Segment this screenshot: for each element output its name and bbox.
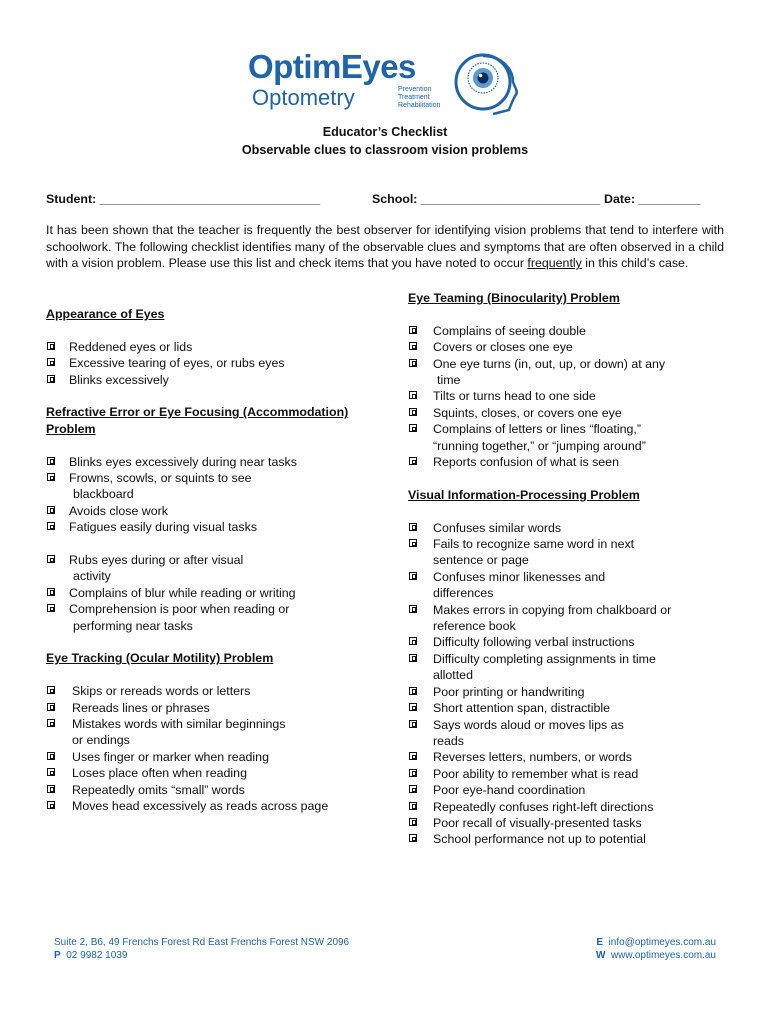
checkbox-icon[interactable] [47, 342, 55, 350]
checkbox-icon[interactable] [47, 457, 55, 465]
checklist-item[interactable]: Avoids close work [46, 503, 366, 519]
checklist-item[interactable]: Covers or closes one eye [408, 339, 728, 355]
checkbox-icon[interactable] [47, 703, 55, 711]
section-heading-teaming: Eye Teaming (Binocularity) Problem [408, 291, 620, 305]
checkbox-icon[interactable] [47, 686, 55, 694]
checklist-item[interactable]: Complains of blur while reading or writing [46, 585, 366, 601]
footer-contact-online [596, 936, 716, 962]
logo-subtitle: Optometry [252, 85, 355, 110]
checkbox-icon[interactable] [409, 605, 417, 613]
eye-head-icon [453, 48, 519, 118]
logo-tagline [398, 86, 440, 110]
checklist-item[interactable]: Makes errors in copying from chalkboard or reference book [408, 602, 728, 635]
checkbox-icon[interactable] [409, 408, 417, 416]
checklist-item[interactable]: Skips or rereads words or letters [46, 683, 366, 699]
intro-paragraph [46, 222, 724, 272]
checkbox-icon[interactable] [47, 522, 55, 530]
brand-logo [248, 46, 523, 118]
intro-end: in this child’s case. [581, 256, 689, 271]
intro-emphasis: frequently [527, 256, 582, 271]
checkbox-icon[interactable] [409, 834, 417, 842]
checkbox-icon[interactable] [47, 358, 55, 366]
checklist-item[interactable]: Fatigues easily during visual tasks [46, 519, 366, 535]
checkbox-icon[interactable] [409, 703, 417, 711]
checklist-item[interactable]: Mistakes words with similar beginnings or endings [46, 716, 366, 749]
website-link[interactable]: www.optimeyes.com.au [610, 950, 716, 961]
checkbox-icon[interactable] [47, 506, 55, 514]
checkbox-icon[interactable] [47, 768, 55, 776]
checkbox-icon[interactable] [409, 802, 417, 810]
checkbox-icon[interactable] [409, 654, 417, 662]
checklist-item[interactable]: Rereads lines or phrases [46, 700, 366, 716]
checklist-item[interactable]: Confuses similar words [408, 520, 728, 536]
right-column [408, 290, 728, 848]
email-link[interactable]: info@optimeyes.com.au [608, 937, 716, 948]
checklist-item[interactable]: Moves head excessively as reads across page [46, 798, 366, 814]
intro-text: It has been shown that the teacher is frequently the best observer for identifying vision problems that tend to interfere with schoolwork. The following checklist identifies many of the observable clues and symptoms that are often observed in a child with a vision problem. Please use this list and check items that you have noted to occur [46, 223, 724, 271]
checklist-item[interactable]: Loses place often when reading [46, 765, 366, 781]
section-heading-refractive: Refractive Error or Eye Focusing (Accommodation) Problem [46, 405, 349, 436]
date-field[interactable]: Date: _________ [604, 192, 701, 206]
student-field[interactable]: Student: ________________________________ [46, 192, 321, 206]
checkbox-icon[interactable] [409, 818, 417, 826]
checkbox-icon[interactable] [47, 375, 55, 383]
checkbox-icon[interactable] [409, 342, 417, 350]
logo-tagline-1: Prevention [398, 86, 432, 93]
school-field[interactable]: School: __________________________ [372, 192, 601, 206]
checklist-item[interactable]: Frowns, scowls, or squints to see blackboard [46, 470, 366, 503]
checklist-item[interactable]: Uses finger or marker when reading [46, 749, 366, 765]
checklist-item[interactable]: Poor recall of visually-presented tasks [408, 815, 728, 831]
footer-address: Suite 2, B6, 49 Frenchs Forest Rd East Frenchs Forest NSW 2096 [54, 937, 350, 948]
checklist-item[interactable]: Blinks excessively [46, 372, 366, 388]
checkbox-icon[interactable] [47, 604, 55, 612]
checkbox-icon[interactable] [409, 457, 417, 465]
checklist-item[interactable]: Short attention span, distractible [408, 700, 728, 716]
checklist-item[interactable]: Rubs eyes during or after visual activity [46, 552, 366, 585]
logo-brand-text: OptimEyes [248, 48, 416, 85]
checkbox-icon[interactable] [409, 391, 417, 399]
checklist-item[interactable]: Fails to recognize same word in next sentence or page [408, 536, 728, 569]
page-subtitle: Observable clues to classroom vision problems [241, 143, 529, 157]
checkbox-icon[interactable] [47, 588, 55, 596]
checkbox-icon[interactable] [409, 424, 417, 432]
section-heading-tracking: Eye Tracking (Ocular Motility) Problem [46, 651, 274, 666]
checklist-item[interactable]: Squints, closes, or covers one eye [408, 405, 728, 421]
footer-contact-address [54, 936, 349, 962]
checkbox-icon[interactable] [409, 687, 417, 695]
page-title: Educator’s Checklist [322, 125, 448, 139]
checkbox-icon[interactable] [409, 752, 417, 760]
footer-email: E info@optimeyes.com.au [596, 937, 716, 948]
checklist-item[interactable]: One eye turns (in, out, up, or down) at any time [408, 356, 728, 389]
section-heading-appearance: Appearance of Eyes [46, 307, 165, 321]
checklist-item[interactable]: Blinks eyes excessively during near tasks [46, 454, 366, 470]
checklist-item[interactable]: Poor eye-hand coordination [408, 782, 728, 798]
checklist-item[interactable]: Tilts or turns head to one side [408, 388, 728, 404]
footer-phone: P 02 9982 1039 [54, 950, 128, 961]
logo-tagline-2: Treatment [398, 94, 430, 101]
checklist-item[interactable]: Excessive tearing of eyes, or rubs eyes [46, 355, 366, 371]
footer-web: W www.optimeyes.com.au [595, 950, 716, 961]
checkbox-icon[interactable] [47, 785, 55, 793]
checklist-item[interactable]: Difficulty following verbal instructions [408, 634, 728, 650]
checkbox-icon[interactable] [409, 720, 417, 728]
checklist-item[interactable]: Says words aloud or moves lips as reads [408, 717, 728, 750]
checklist-item[interactable]: Reddened eyes or lids [46, 339, 366, 355]
left-column [46, 306, 366, 815]
checklist-item[interactable]: Reports confusion of what is seen [408, 454, 728, 470]
section-heading-processing: Visual Information-Processing Problem [408, 487, 640, 502]
checklist-item[interactable]: Complains of seeing double [408, 323, 728, 339]
checkbox-icon[interactable] [409, 539, 417, 547]
checklist-item[interactable]: Poor printing or handwriting [408, 684, 728, 700]
checklist-item[interactable]: Comprehension is poor when reading or performing near tasks [46, 601, 366, 634]
checkbox-icon[interactable] [409, 769, 417, 777]
checkbox-icon[interactable] [47, 752, 55, 760]
checkbox-icon[interactable] [47, 473, 55, 481]
checklist-item[interactable]: Confuses minor likenesses and differences [408, 569, 728, 602]
logo-tagline-3: Rehabilitation [398, 102, 441, 109]
checklist-item[interactable]: Difficulty completing assignments in time allotted [408, 651, 728, 684]
checklist-item[interactable]: Complains of letters or lines “floating,” “running together,” or “jumping around” [408, 421, 728, 454]
checklist-item[interactable]: School performance not up to potential [408, 831, 728, 847]
checkbox-icon[interactable] [409, 572, 417, 580]
checkbox-icon[interactable] [409, 326, 417, 334]
checkbox-icon[interactable] [409, 359, 417, 367]
checklist-item[interactable]: Poor ability to remember what is read [408, 766, 728, 782]
checkbox-icon[interactable] [409, 523, 417, 531]
checkbox-icon[interactable] [409, 637, 417, 645]
checkbox-icon[interactable] [47, 555, 55, 563]
checklist-item[interactable]: Repeatedly confuses right-left directions [408, 799, 728, 815]
checkbox-icon[interactable] [409, 785, 417, 793]
checklist-item[interactable]: Repeatedly omits “small” words [46, 782, 366, 798]
checkbox-icon[interactable] [47, 719, 55, 727]
checkbox-icon[interactable] [47, 801, 55, 809]
checklist-item[interactable]: Reverses letters, numbers, or words [408, 749, 728, 765]
